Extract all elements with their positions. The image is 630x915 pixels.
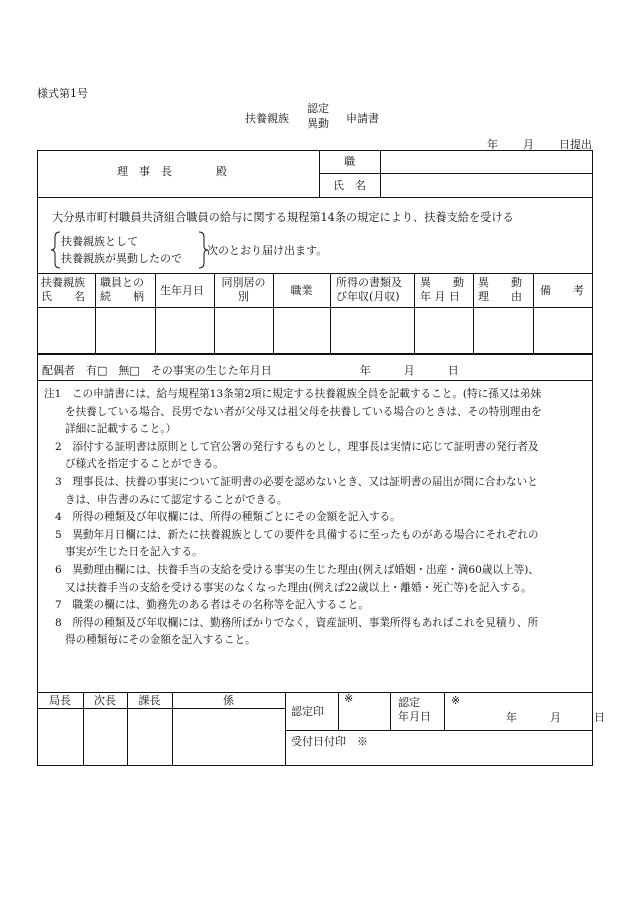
stamp-kyokucho-label: 局長	[49, 694, 71, 707]
approval-date-value: 年 月 日	[506, 711, 605, 724]
divider	[533, 273, 534, 353]
divider	[37, 197, 593, 198]
divider	[319, 173, 593, 174]
form-number: 様式第1号	[37, 87, 88, 100]
divider	[155, 273, 156, 353]
notes	[44, 386, 589, 650]
col-header-dependent-name	[41, 276, 85, 304]
shoku-field[interactable]	[385, 154, 590, 171]
shoku-label: 職	[344, 155, 355, 168]
header-line: 職員との	[100, 276, 144, 289]
statement-line: 大分県市町村職員共済組合職員の給与に関する規程第14条の規定により、扶養支給を受ける	[52, 211, 514, 224]
divider	[390, 692, 391, 730]
header-line: 理 由	[478, 290, 522, 303]
divider	[444, 692, 445, 730]
note-line: 又は扶養手当の支給を受ける事実のなくなった理由(例えば22歳以上・離婚・死亡等)を記入する。	[65, 581, 532, 594]
stamp-kyokucho-box[interactable]	[41, 710, 81, 764]
stamp-jicho-label: 次長	[94, 694, 116, 707]
submission-month: 月	[523, 138, 534, 151]
col-header-change-date	[420, 276, 464, 304]
col-header-income	[336, 276, 402, 304]
divider	[95, 273, 96, 353]
note-line: 8 所得の種類及び年収欄には、勤務所ばかりでなく，資産証明、事業所得もあればこれを見積り、所	[55, 616, 539, 629]
header-line: 別	[238, 290, 249, 303]
name-label: 氏 名	[333, 179, 366, 192]
col-header-remarks: 備 考	[540, 284, 584, 297]
divider	[37, 353, 593, 355]
approval-date-label	[398, 696, 431, 724]
header-line: 扶養親族	[41, 276, 85, 289]
statement-tail: 次のとおり届け出ます。	[207, 244, 328, 257]
stamp-jicho-box[interactable]	[86, 710, 125, 764]
header-line: 所得の書類及	[336, 276, 402, 289]
statement-option-change: 扶養親族が異動したので	[61, 252, 182, 265]
asterisk-mark: ※	[451, 694, 461, 707]
divider	[285, 730, 593, 731]
note-line: 詳細に記載すること。）	[65, 423, 177, 436]
note-line: 7 職業の欄には、勤務先のある者はその名称等を記入すること。	[55, 599, 369, 612]
stamp-kakari-box[interactable]	[175, 710, 283, 764]
divider	[330, 273, 331, 353]
header-line: 年 月 日	[420, 290, 460, 303]
divider	[338, 692, 339, 730]
spouse-line: 配偶者 有□ 無□ その事実の生じた年月日 年 月 日	[42, 364, 459, 377]
header-line: 同別居の	[221, 276, 266, 289]
stamp-kakari-label: 係	[223, 694, 234, 707]
submission-day: 日提出	[559, 138, 592, 151]
col-header-change-reason	[478, 276, 522, 304]
header-line: び年収(月収)	[336, 290, 400, 303]
divider	[37, 708, 285, 709]
col-header-occupation: 職業	[290, 284, 313, 297]
note-line: 得の種類毎にその金額を記入すること。	[65, 634, 256, 647]
divider	[37, 380, 593, 381]
col-header-relationship	[100, 276, 144, 304]
stamp-kacho-label: 課長	[138, 694, 161, 707]
note-line: 3 理事長は、扶養の事実について証明書の必要を認めないとき、又は証明書の届出が間に合わないと	[55, 475, 538, 488]
note-line: 注1 この申請書には、給与規程第13条第2項に規定する扶養親族全員を記載すること。(特に孫又は弟妹	[44, 388, 542, 400]
stamp-kacho-box[interactable]	[130, 710, 170, 764]
approval-seal-label: 認定印	[291, 705, 324, 718]
note-line: 事実が生じた日を記入する。	[65, 546, 203, 559]
note-line: を扶養している場合、長男でない者が父母又は祖父母を扶養している場合のときは、その特別理由を	[65, 405, 542, 418]
header-line: 氏 名	[41, 290, 85, 303]
chairman-addressee: 理 事 長 殿	[117, 165, 227, 178]
title-suffix: 申請書	[346, 112, 379, 125]
title-prefix: 扶養親族	[245, 112, 289, 125]
note-line: 4 所得の種類及び年収欄には、所得の種類ごとにその金額を記入する。	[55, 511, 401, 524]
label-line: 年月日	[398, 710, 431, 723]
note-line: び様式を指定することができる。	[65, 458, 224, 471]
col-header-cohabitation	[214, 276, 273, 304]
header-line: 異 動	[420, 276, 464, 289]
name-field[interactable]	[385, 177, 590, 194]
header-line: 異 動	[478, 276, 522, 289]
title-option-ido: 異動	[307, 117, 329, 130]
divider	[37, 273, 593, 274]
col-header-birthdate: 生年月日	[160, 284, 204, 297]
header-line: 続 柄	[100, 290, 144, 303]
note-line: きは、申告書のみにて認定することができる。	[65, 493, 288, 506]
divider	[414, 273, 415, 353]
note-line: 5 異動年月日欄には、新たに扶養親族としての要件を具備するに至ったものがある場合にそれぞれの	[55, 528, 539, 541]
submission-year: 年	[487, 138, 498, 151]
asterisk-mark: ※	[344, 692, 354, 705]
divider	[37, 307, 593, 308]
divider	[37, 692, 593, 693]
note-line: 2 添付する証明書は原則として官公署の発行するものとし，理事長は実情に応じて証明書の発行者及	[55, 440, 539, 453]
title-options	[307, 101, 329, 131]
label-line: 認定	[398, 696, 420, 709]
receipt-date-stamp-label: 受付日付印 ※	[291, 735, 368, 748]
title-option-nintei: 認定	[307, 102, 329, 115]
note-line: 6 異動理由欄には、扶養手当の支給を受ける事実の生じた理由(例えば婚姻・出産・満60歳以上等)、	[55, 563, 540, 576]
divider	[473, 273, 474, 353]
divider	[285, 692, 286, 766]
statement-option-new: 扶養親族として	[61, 235, 138, 248]
